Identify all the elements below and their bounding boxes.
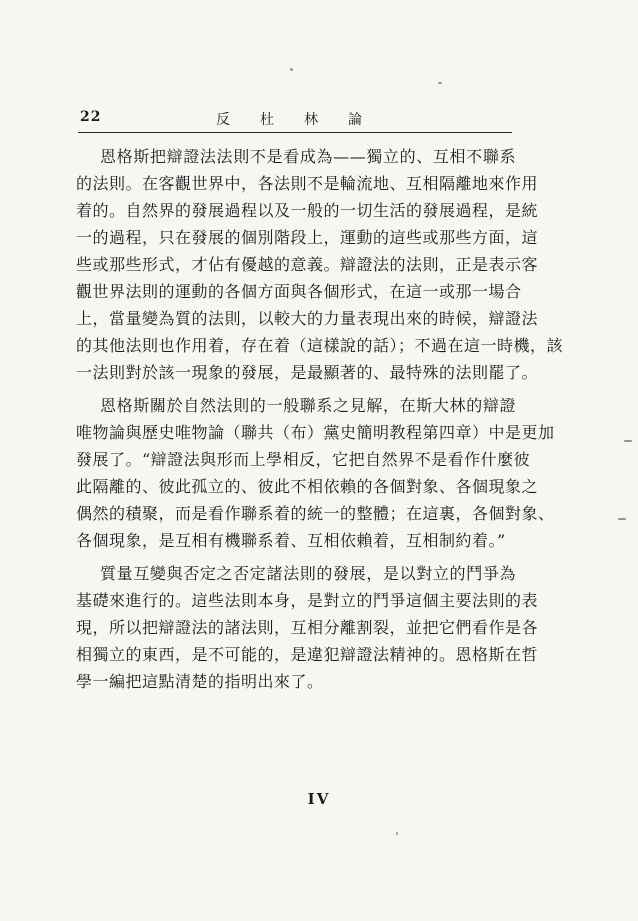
text-line: 一的過程，只在發展的個別階段上，運動的這些或那些方面，這 bbox=[76, 228, 539, 247]
text-line: 唯物論與歷史唯物論（聯共（布）黨史簡明教程第四章）中是更加 bbox=[76, 423, 555, 442]
paragraph-3 bbox=[76, 560, 539, 695]
text-line: 觀世界法則的運動的各個方面與各個形式，在這一或那一場合 bbox=[76, 282, 522, 301]
paragraph-2 bbox=[76, 392, 555, 554]
scan-speck bbox=[618, 518, 626, 520]
scan-speck bbox=[624, 440, 632, 442]
text-line: 基礎來進行的。這些法則本身，是對立的鬥爭這個主要法則的表 bbox=[76, 591, 539, 610]
text-line: 質量互變與否定之否定諸法則的發展，是以對立的鬥爭為 bbox=[100, 564, 516, 583]
paragraph-1 bbox=[76, 143, 564, 386]
text-line: 上，當量變為質的法則，以較大的力量表現出來的時候，辯證法 bbox=[76, 309, 539, 328]
text-line: 相獨立的東西，是不可能的，是違犯辯證法精神的。恩格斯在哲 bbox=[76, 645, 539, 664]
text-line: 此隔離的、彼此孤立的、彼此不相依賴的各個對象、各個現象之 bbox=[76, 477, 539, 496]
text-line: 發展了。“辯證法與形而上學相反，它把自然界不是看作什麼彼 bbox=[76, 450, 531, 469]
text-line: 恩格斯關於自然法則的一般聯系之見解，在斯大林的辯證 bbox=[100, 396, 516, 415]
scan-speck bbox=[438, 82, 442, 84]
text-line: 一法則對於該一現象的發展，是最顯著的、最特殊的法則罷了。 bbox=[76, 363, 539, 382]
footer-page-number: IV bbox=[307, 790, 331, 808]
running-title: 反杜林論 bbox=[216, 112, 392, 128]
text-line: 恩格斯把辯證法法則不是看成為——獨立的、互相不聯系 bbox=[100, 147, 516, 166]
header-rule bbox=[78, 132, 512, 133]
text-line: 各個現象，是互相有機聯系着、互相依賴着，互相制約着。” bbox=[76, 531, 506, 550]
text-line: 現，所以把辯證法的諸法則，互相分離割裂，並把它們看作是各 bbox=[76, 618, 539, 637]
text-line: 的法則。在客觀世界中，各法則不是輪流地、互相隔離地來作用 bbox=[76, 174, 539, 193]
text-line: 些或那些形式，才佔有優越的意義。辯證法的法則，正是表示客 bbox=[76, 255, 539, 274]
text-line: 學一編把這點清楚的指明出來了。 bbox=[76, 672, 324, 691]
page-header bbox=[76, 109, 512, 129]
text-line: 着的。自然界的發展過程以及一般的一切生活的發展過程，是統 bbox=[76, 201, 539, 220]
body-text bbox=[76, 143, 564, 695]
page-number: 22 bbox=[80, 109, 102, 125]
scan-speck bbox=[290, 68, 293, 71]
scan-speck bbox=[396, 832, 398, 835]
text-line: 的其他法則也作用着，存在着（這樣說的話）；不過在這一時機，該 bbox=[76, 336, 564, 355]
text-line: 偶然的積聚，而是看作聯系着的統一的整體；在這裏，各個對象、 bbox=[76, 504, 555, 523]
